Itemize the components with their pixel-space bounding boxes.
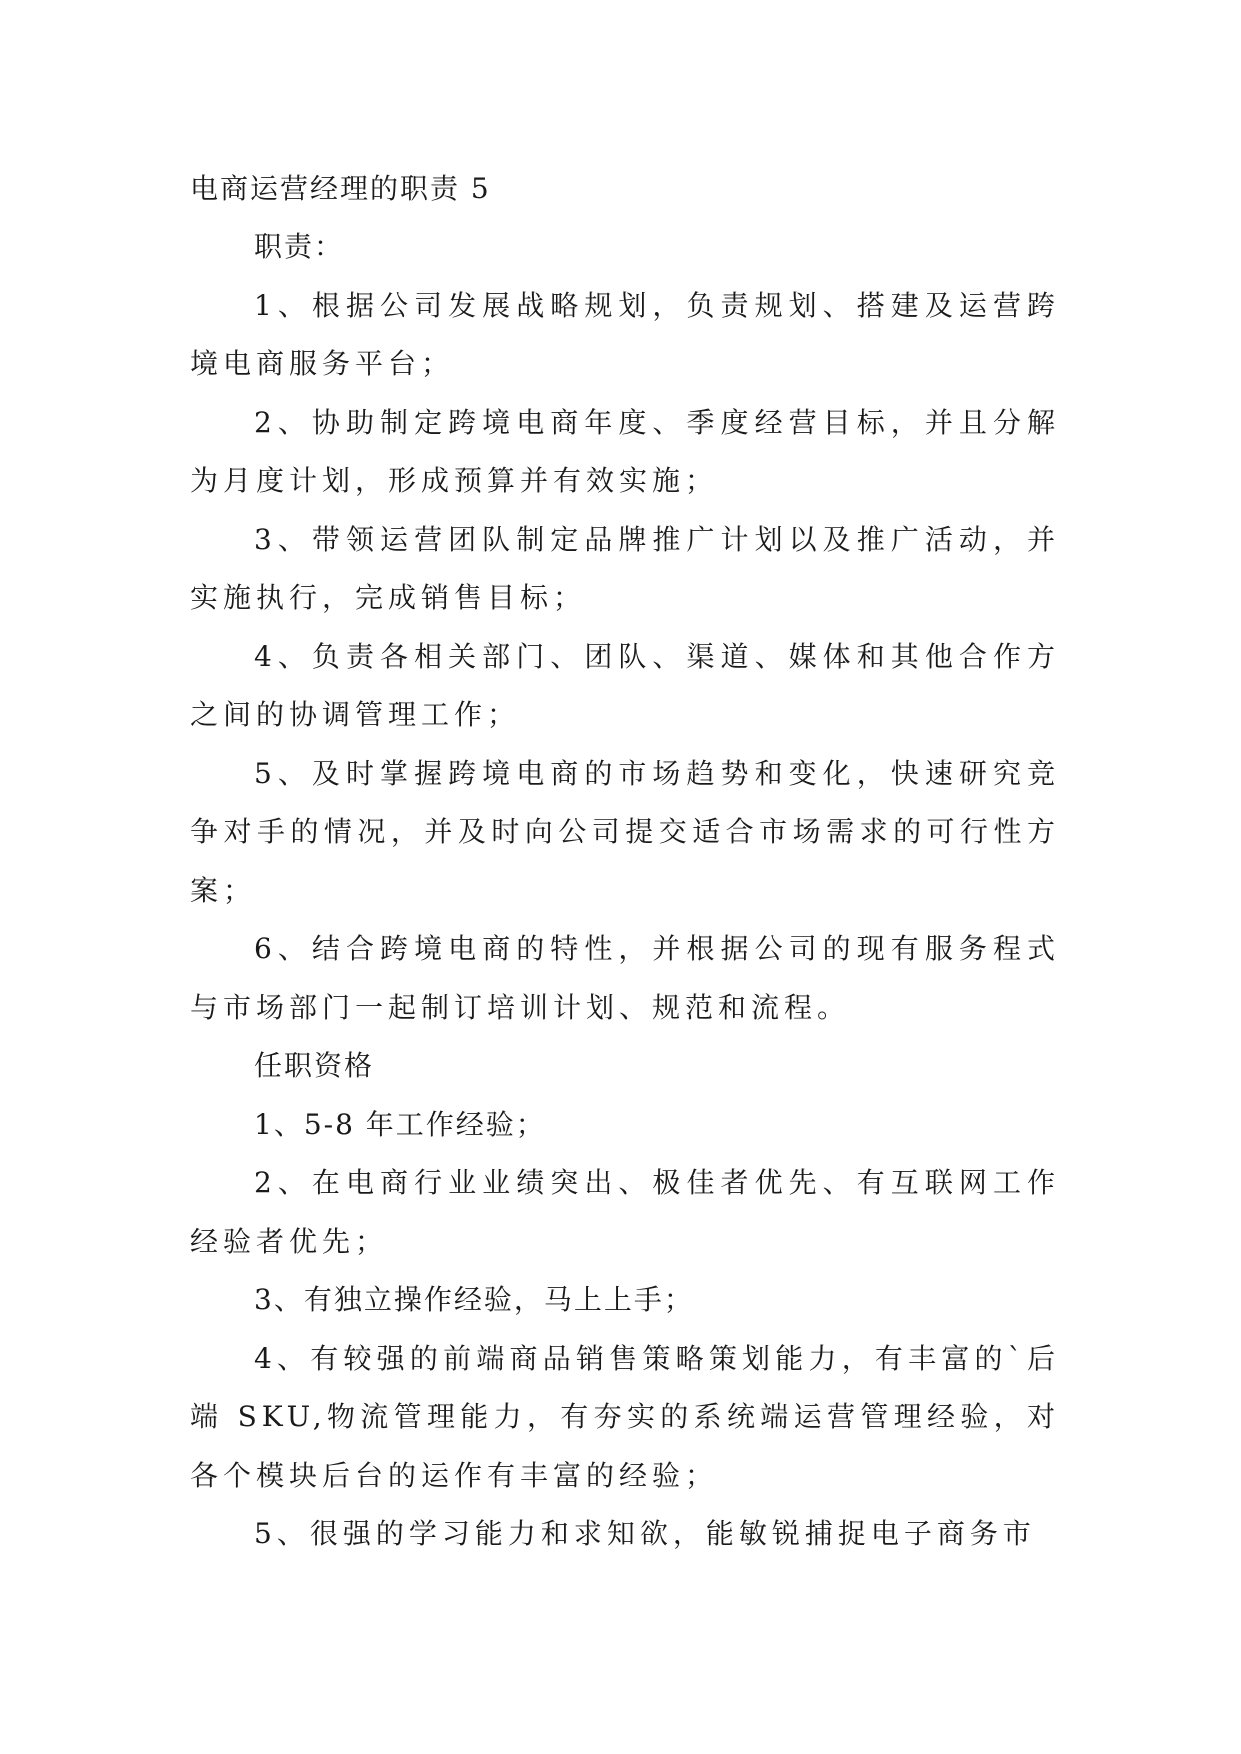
qualification-item-5: 5、很强的学习能力和求知欲，能敏锐捕捉电子商务市 — [254, 1517, 1036, 1550]
duty-item-2: 2、协助制定跨境电商年度、季度经营目标，并且分解为月度计划，形成预算并有效实施； — [190, 405, 1060, 497]
duty-item-3: 3、带领运营团队制定品牌推广计划以及推广活动，并实施执行，完成销售目标； — [190, 522, 1060, 614]
section-heading-qualifications: 任职资格 — [254, 1049, 375, 1082]
duty-item-1: 1、根据公司发展战略规划，负责规划、搭建及运营跨境电商服务平台； — [190, 288, 1060, 380]
qualification-item-3: 3、有独立操作经验，马上上手； — [254, 1283, 694, 1316]
document-page — [190, 160, 1060, 1564]
qualification-item-1: 1、5-8 年工作经验； — [254, 1107, 546, 1141]
duty-item-4: 4、负责各相关部门、团队、渠道、媒体和其他合作方之间的协调管理工作； — [190, 639, 1060, 731]
qualification-item-2: 2、在电商行业业绩突出、极佳者优先、有互联网工作经验者优先； — [190, 1166, 1060, 1258]
qualification-item-4: 4、有较强的前端商品销售策略策划能力，有丰富的`后端 SKU,物流管理能力，有夯实的系统端运营管理经验，对各个模块后台的运作有丰富的经验； — [190, 1341, 1060, 1492]
duty-item-5: 5、及时掌握跨境电商的市场趋势和变化，快速研究竞争对手的情况，并及时向公司提交适合市场需求的可行性方案； — [190, 756, 1060, 907]
document-title: 电商运营经理的职责 5 — [190, 172, 491, 205]
section-heading-duties: 职责： — [254, 230, 345, 263]
duty-item-6: 6、结合跨境电商的特性，并根据公司的现有服务程式与市场部门一起制订培训计划、规范和流程。 — [190, 932, 1060, 1024]
